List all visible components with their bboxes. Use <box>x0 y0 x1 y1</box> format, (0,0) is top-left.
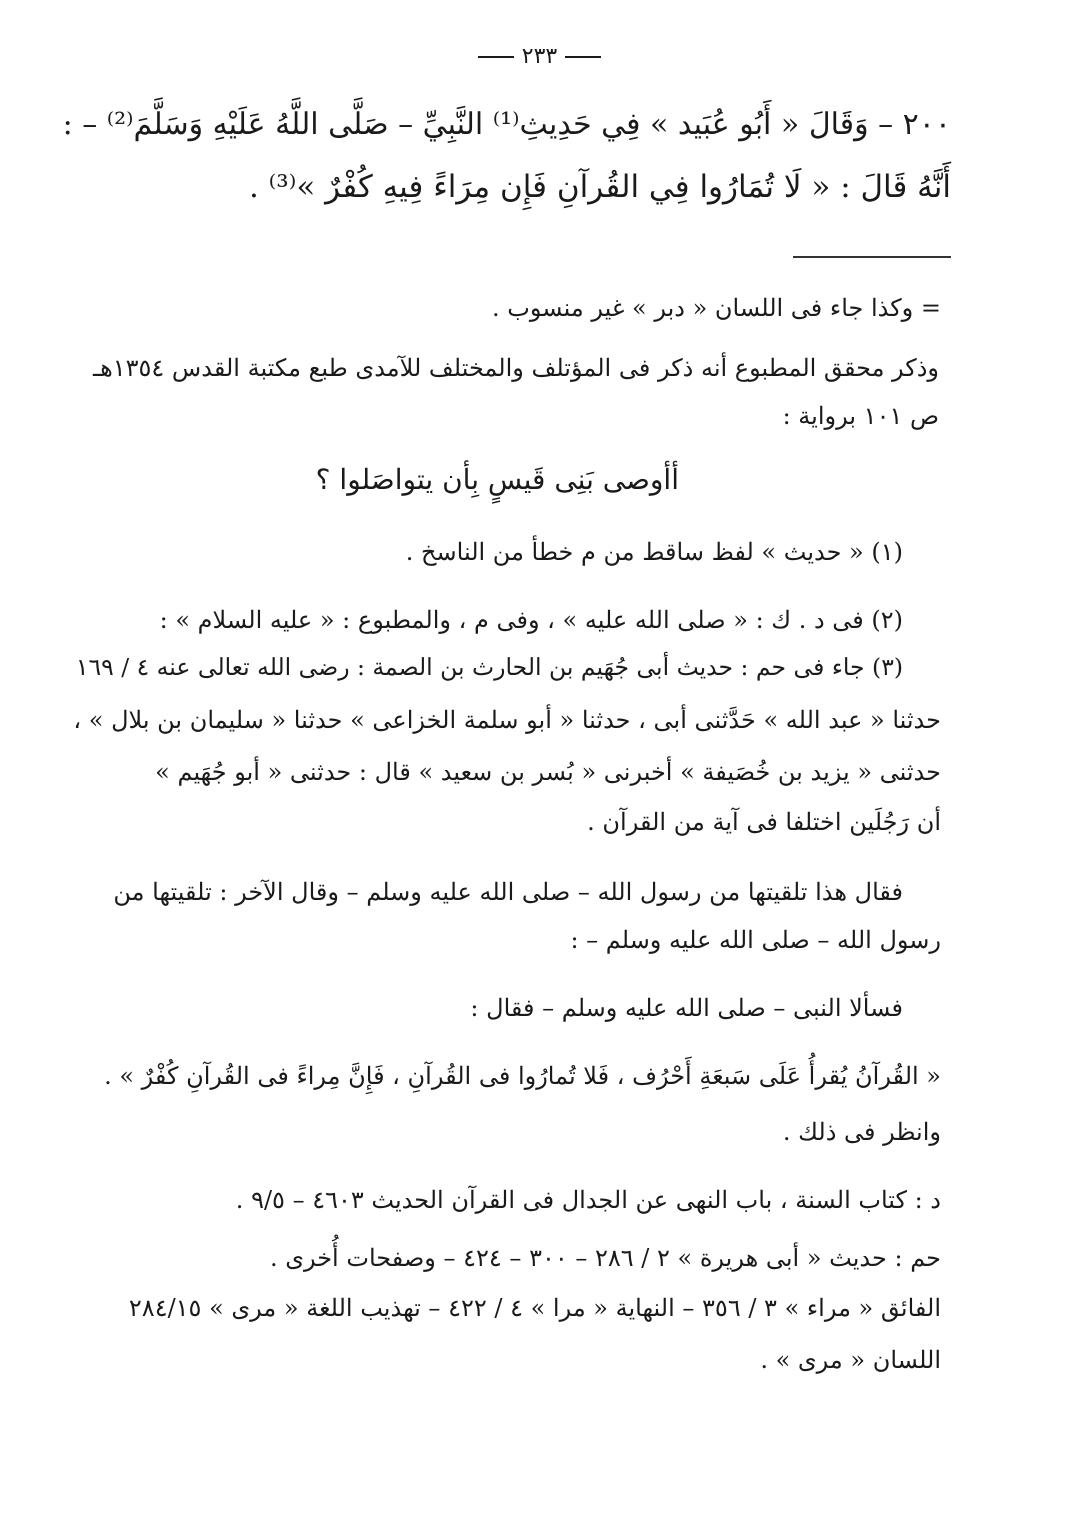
hadith-line-1: ٢٠٠ – وَقَالَ « أَبُو عُبَيد » فِي حَدِيثِ⁽¹⁾ النَّبِيِّ – صَلَّى اللَّهُ عَلَيْهِ وَسَلَّمَ⁽²⁾ – : <box>62 107 951 142</box>
footnote-3-line-4: أن رَجُلَين اختلفا فى آية من القرآن . <box>587 808 941 836</box>
page-number <box>0 46 1079 68</box>
page-number-text: ٢٣٣ <box>521 44 558 69</box>
reference-line-4: اللسان « مرى » . <box>760 1346 941 1374</box>
footnote-3-see: وانظر فى ذلك . <box>782 1118 941 1146</box>
continuation-line-2: وذكر محقق المطبوع أنه ذكر فى المؤتلف والمختلف للآمدى طبع مكتبة القدس ١٣٥٤هـ <box>93 354 939 382</box>
page-number-dash-right <box>565 56 601 58</box>
page-number-dash-left <box>478 56 514 58</box>
footnote-3-para2-line-1: فقال هذا تلقيتها من رسول الله – صلى الله عليه وسلم – وقال الآخر : تلقيتها من <box>113 878 903 906</box>
poem-verse: أأوصى بَنِى قَيسٍ بِأن يتواصَلوا ؟ <box>315 463 679 496</box>
footnote-3-line-3: حدثنى « يزيد بن خُصَيفة » أخبرنى « بُسر بن سعيد » قال : حدثنى « أبو جُهَيم » <box>155 758 941 786</box>
footnote-3-para3: فسألا النبى – صلى الله عليه وسلم – فقال : <box>470 994 903 1022</box>
footnote-separator <box>793 256 951 258</box>
continuation-line-3: ص ١٠١ برواية : <box>782 402 939 430</box>
footnote-2: (٢) فى د . ك : « صلى الله عليه » ، وفى م ، والمطبوع : « عليه السلام » : <box>159 606 903 634</box>
footnote-3-quote: « القُرآنُ يُقرأُ عَلَى سَبعَةِ أَحْرُف ، فَلا تُمارُوا فى القُرآنِ ، فَإِنَّ مِراءً فى القُرآنِ كُفْرٌ » . <box>104 1062 941 1090</box>
footnote-3-line-1: (٣) جاء فى حم : حديث أبى جُهَيم بن الحارث بن الصمة : رضى الله تعالى عنه ٤ / ١٦٩ <box>75 653 903 681</box>
continuation-line-1: = وكذا جاء فى اللسان « دبر » غير منسوب . <box>491 294 941 322</box>
reference-line-3: الفائق « مراء » ٣ / ٣٥٦ – النهاية « مرا » ٤ / ٤٢٢ – تهذيب اللغة « مرى » ٢٨٤/١٥ <box>128 1294 941 1322</box>
footnote-3-para2-line-2: رسول الله – صلى الله عليه وسلم – : <box>570 926 941 954</box>
hadith-line-2: أَنَّهُ قَالَ : « لَا تُمَارُوا فِي القُرآنِ فَإِن مِرَاءً فِيهِ كُفْرٌ »⁽³⁾ . <box>248 169 951 205</box>
footnote-1: (١) « حديث » لفظ ساقط من م خطأ من الناسخ . <box>405 538 903 566</box>
reference-line-2: حم : حديث « أبى هريرة » ٢ / ٢٨٦ – ٣٠٠ – ٤٢٤ – وصفحات أُخرى . <box>269 1244 941 1272</box>
reference-line-1: د : كتاب السنة ، باب النهى عن الجدال فى القرآن الحديث ٤٦٠٣ – ٩/٥ . <box>235 1186 941 1214</box>
footnote-3-line-2: حدثنا « عبد الله » حَدَّثنى أبى ، حدثنا « أبو سلمة الخزاعى » حدثنا « سليمان بن بلال » ، <box>73 706 941 734</box>
